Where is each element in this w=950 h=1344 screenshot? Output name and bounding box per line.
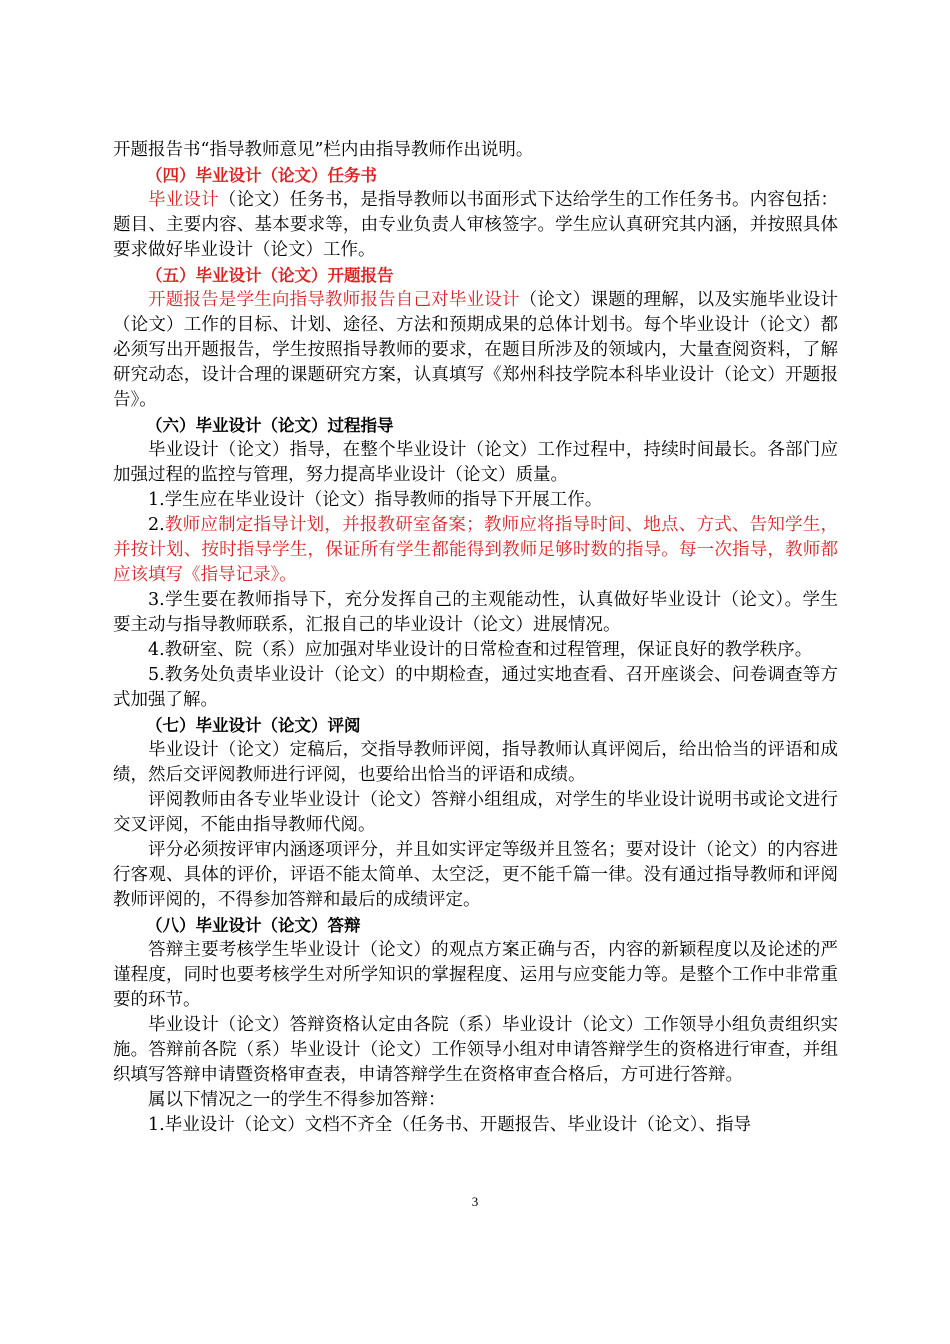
body-paragraph xyxy=(113,1013,838,1088)
paragraph-text: 开题报告书“指导教师意见”栏内由指导教师作出说明。 xyxy=(113,140,534,160)
body-paragraph xyxy=(113,588,838,638)
highlighted-text: 毕业设计 xyxy=(148,190,219,210)
body-paragraph xyxy=(113,938,838,1013)
section-heading: （七）毕业设计（论文）评阅 xyxy=(146,716,361,735)
paragraph-text: 1.毕业设计（论文）文档不齐全（任务书、开题报告、毕业设计（论文）、指导 xyxy=(148,1115,751,1135)
paragraph-text: 毕业设计（论文）定稿后，交指导教师评阅，指导教师认真评阅后，给出恰当的评语和成绩，然后交评阅教师进行评阅，也要给出恰当的评语和成绩。 xyxy=(113,740,838,785)
section-heading: （五）毕业设计（论文）开题报告 xyxy=(146,266,394,285)
paragraph-text: 5.教务处负责毕业设计（论文）的中期检查，通过实地查看、召开座谈会、问卷调查等方式加强了解。 xyxy=(113,665,838,710)
body-paragraph xyxy=(113,138,838,163)
body-paragraph xyxy=(113,188,838,263)
paragraph-text: （论文）课题的理解，以及实施毕业设计（论文）工作的目标、计划、途径、方法和预期成果的总体计划书。每个毕业设计（论文）都必须写出开题报告，学生按照指导教师的要求，在题目所涉及的领域内，大量查阅资料，了解研究动态，设计合理的课题研究方案，认真填写《郑州科技学院本科毕业设计（论文）开题报告》。 xyxy=(113,290,839,410)
paragraph-text: 评分必须按评审内涵逐项评分，并且如实评定等级并且签名；要对设计（论文）的内容进行客观、具体的评价，评语不能太简单、太空泛，更不能千篇一律。没有通过指导教师和评阅教师评阅的，不得参加答辩和最后的成绩评定。 xyxy=(113,840,838,910)
body-paragraph xyxy=(113,438,838,488)
paragraph-text: 毕业设计（论文）指导，在整个毕业设计（论文）工作过程中，持续时间最长。各部门应加强过程的监控与管理，努力提高毕业设计（论文）质量。 xyxy=(113,440,838,485)
paragraph-text: （论文）任务书，是指导教师以书面形式下达给学生的工作任务书。内容包括：题目、主要内容、基本要求等，由专业负责人审核签字。学生应认真研究其内涵，并按照具体要求做好毕业设计（论文）工作。 xyxy=(113,190,839,260)
paragraph-text: 2. xyxy=(148,515,165,535)
body-paragraph xyxy=(113,788,838,838)
paragraph-text: 3.学生要在教师指导下，充分发挥自己的主观能动性，认真做好毕业设计（论文）。学生要主动与指导教师联系，汇报自己的毕业设计（论文）进展情况。 xyxy=(113,590,838,635)
section-heading: （六）毕业设计（论文）过程指导 xyxy=(146,416,394,435)
body-paragraph xyxy=(113,513,838,588)
highlighted-text: 教师应制定指导计划，并报教研室备案；教师应将指导时间、地点、方式、告知学生，并按计划、按时指导学生，保证所有学生都能得到教师足够时数的指导。每一次指导，教师都应该填写《指导记录》。 xyxy=(113,515,838,585)
section-heading: （八）毕业设计（论文）答辩 xyxy=(146,916,361,935)
body-paragraph xyxy=(113,1088,838,1113)
section-heading: （四）毕业设计（论文）任务书 xyxy=(146,166,377,185)
body-paragraph xyxy=(113,488,838,513)
body-paragraph xyxy=(113,738,838,788)
highlighted-text: 开题报告是学生向指导教师报告自己对毕业设计 xyxy=(148,290,520,310)
body-paragraph xyxy=(113,1113,838,1138)
body-paragraph xyxy=(113,288,838,413)
paragraph-text: 4.教研室、院（系）应加强对毕业设计的日常检查和过程管理，保证良好的教学秩序。 xyxy=(148,640,813,660)
paragraph-text: 毕业设计（论文）答辩资格认定由各院（系）毕业设计（论文）工作领导小组负责组织实施。答辩前各院（系）毕业设计（论文）工作领导小组对申请答辩学生的资格进行审查，并组织填写答辩申请暨资格审查表，申请答辩学生在资格审查合格后，方可进行答辩。 xyxy=(113,1015,838,1085)
body-paragraph xyxy=(113,638,838,663)
body-paragraph xyxy=(113,663,838,713)
page-number: 3 xyxy=(471,1194,479,1209)
paragraph-text: 属以下情况之一的学生不得参加答辩： xyxy=(148,1090,446,1110)
body-paragraph xyxy=(113,838,838,913)
paragraph-text: 答辩主要考核学生毕业设计（论文）的观点方案正确与否，内容的新颖程度以及论述的严谨程度，同时也要考核学生对所学知识的掌握程度、运用与应变能力等。是整个工作中非常重要的环节。 xyxy=(113,940,838,1010)
paragraph-text: 1.学生应在毕业设计（论文）指导教师的指导下开展工作。 xyxy=(148,490,603,510)
paragraph-text: 评阅教师由各专业毕业设计（论文）答辩小组组成，对学生的毕业设计说明书或论文进行交叉评阅，不能由指导教师代阅。 xyxy=(113,790,838,835)
document-body xyxy=(113,138,838,1138)
